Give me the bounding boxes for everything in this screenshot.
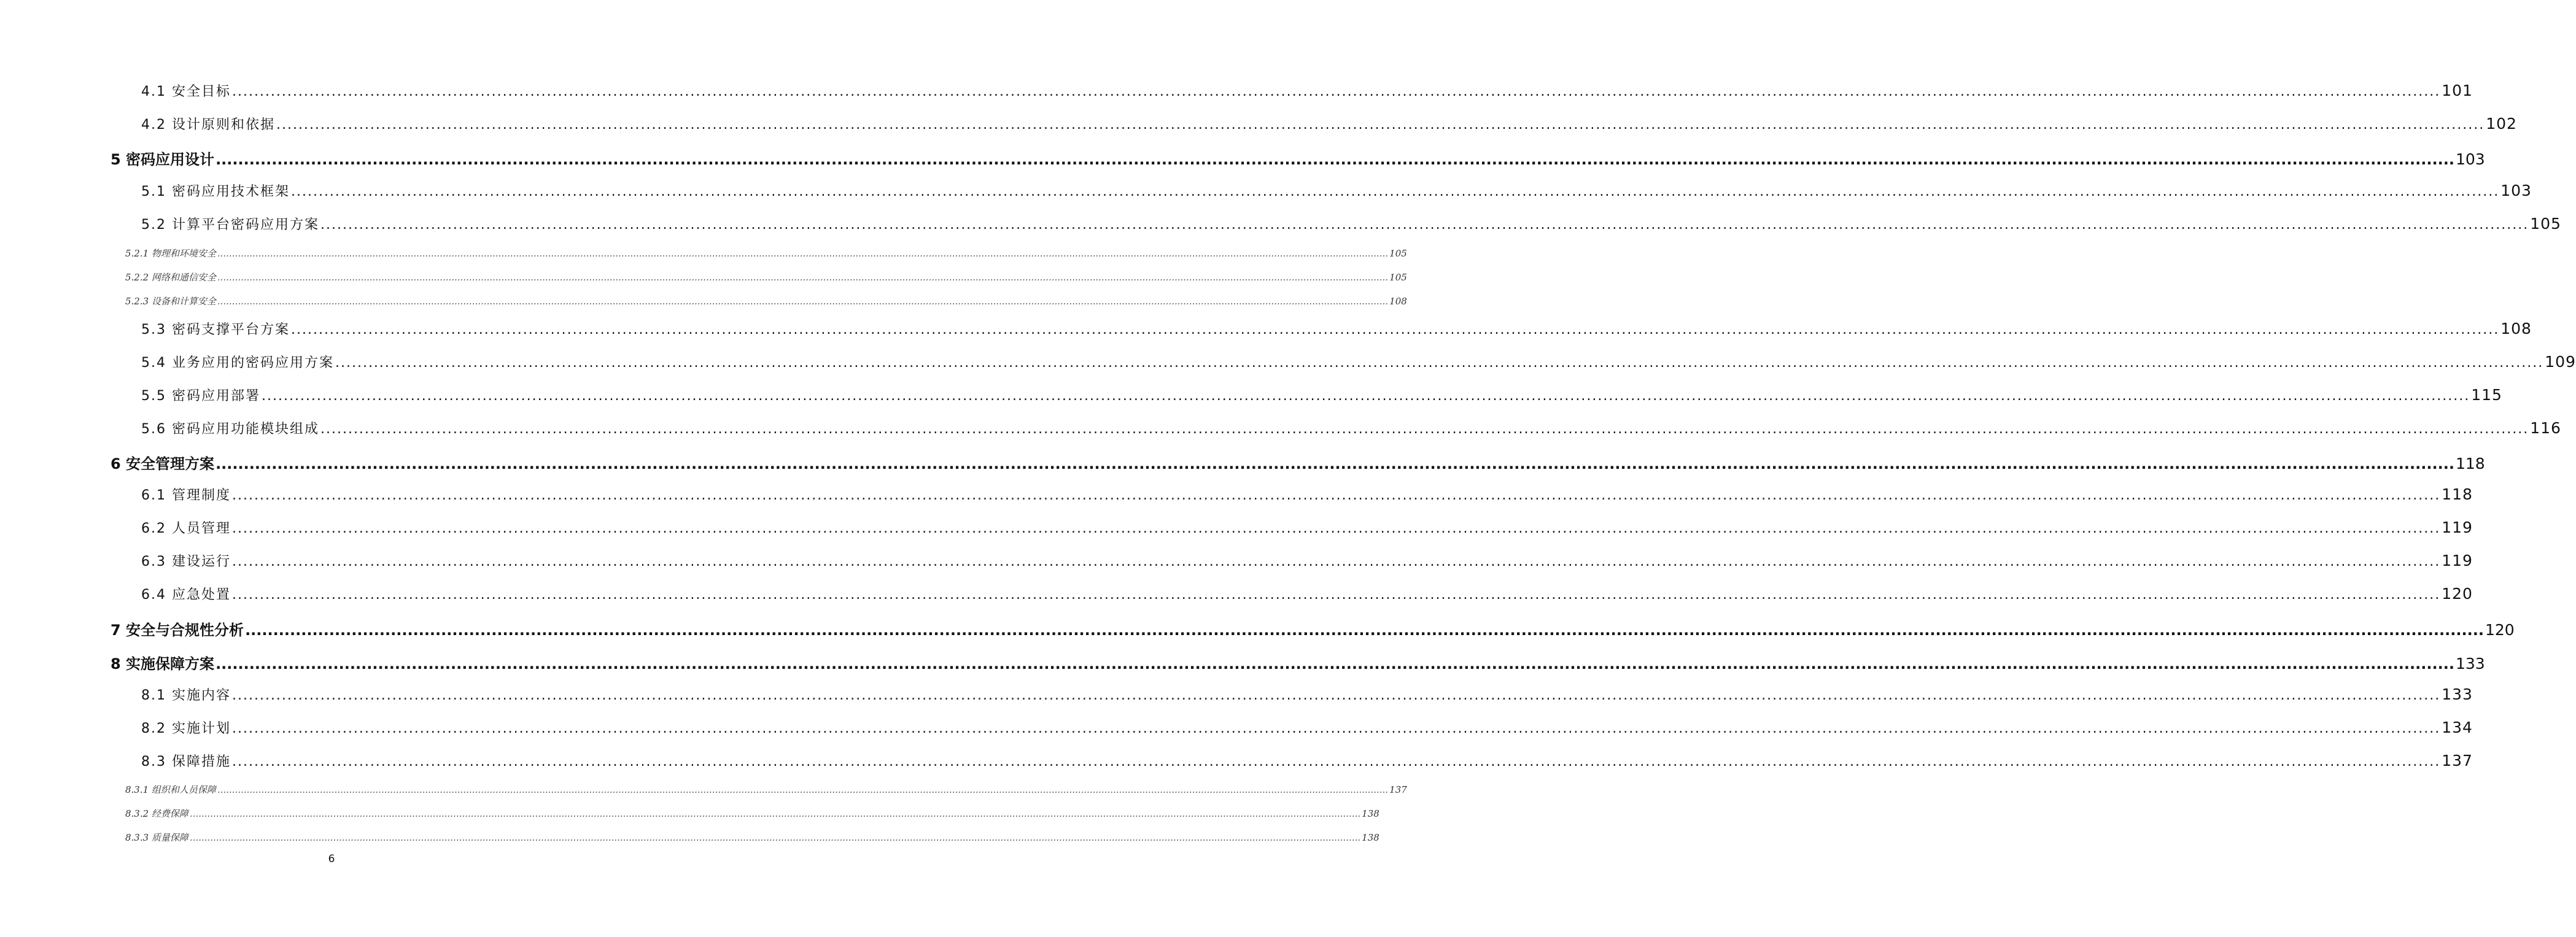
toc-entry-label: 5.5 密码应用部署 [141, 388, 260, 404]
toc-entry-label: 8.3.1 组织和人员保障 [125, 784, 216, 795]
toc-entry[interactable] [125, 831, 1379, 844]
toc-entry-page: 118 [2455, 455, 2485, 472]
toc-entry-page: 103 [2500, 182, 2532, 199]
toc-dot-leader: ................................................................................................................................................................................................................................................................................................................................................................................................................ [290, 184, 2500, 199]
toc-entry[interactable] [141, 685, 2473, 704]
toc-dot-leader: ................................................................................................................................................................................................................................................................................................................................................................................................................ [217, 784, 1389, 795]
toc-entry[interactable] [125, 807, 1379, 820]
toc-entry[interactable] [125, 783, 1407, 796]
toc-entry-label: 4.2 设计原则和依据 [141, 117, 275, 133]
toc-entry-page: 118 [2442, 485, 2473, 503]
toc-entry[interactable] [141, 352, 2576, 371]
toc-entry[interactable] [141, 518, 2473, 537]
toc-dot-leader: ................................................................................................................................................................................................................................................................................................................................................................................................................ [276, 117, 2485, 133]
toc-entry-page: 119 [2442, 519, 2473, 536]
toc-entry[interactable] [141, 718, 2473, 737]
toc-entry[interactable] [141, 81, 2473, 100]
toc-entry[interactable] [141, 114, 2517, 133]
toc-dot-leader: ................................................................................................................................................................................................................................................................................................................................................................................................................ [217, 272, 1389, 283]
toc-entry[interactable] [141, 418, 2561, 438]
toc-entry[interactable] [141, 214, 2561, 233]
toc-dot-leader: ................................................................................................................................................................................................................................................................................................................................................................................................................ [290, 322, 2500, 337]
toc-dot-leader: ................................................................................................................................................................................................................................................................................................................................................................................................................ [215, 151, 2454, 168]
toc-dot-leader: ................................................................................................................................................................................................................................................................................................................................................................................................................ [189, 808, 1361, 819]
toc-dot-leader: ................................................................................................................................................................................................................................................................................................................................................................................................................ [189, 832, 1361, 843]
toc-entry-label: 8.1 实施内容 [141, 688, 231, 703]
toc-entry-page: 115 [2471, 386, 2502, 404]
toc-entry-page: 134 [2442, 719, 2473, 736]
toc-entry-label: 5.4 业务应用的密码应用方案 [141, 355, 334, 371]
toc-dot-leader: ................................................................................................................................................................................................................................................................................................................................................................................................................ [231, 721, 2441, 736]
toc-entry-page: 138 [1362, 832, 1379, 843]
toc-entry[interactable] [111, 452, 2485, 473]
toc-entry-label: 5.2.3 设备和计算安全 [125, 296, 216, 307]
toc-dot-leader: ................................................................................................................................................................................................................................................................................................................................................................................................................ [231, 554, 2441, 569]
toc-entry-label: 5.1 密码应用技术框架 [141, 184, 290, 199]
toc-entry[interactable] [141, 319, 2532, 338]
toc-dot-leader: ................................................................................................................................................................................................................................................................................................................................................................................................................ [231, 521, 2441, 536]
toc-entry-label: 8.3.2 经费保障 [125, 808, 188, 819]
toc-entry-page: 116 [2530, 419, 2561, 437]
toc-entry-label: 5.6 密码应用功能模块组成 [141, 422, 319, 437]
toc-dot-leader: ................................................................................................................................................................................................................................................................................................................................................................................................................ [215, 455, 2454, 472]
toc-entry[interactable] [111, 652, 2485, 673]
toc-dot-leader: ................................................................................................................................................................................................................................................................................................................................................................................................................ [231, 84, 2441, 99]
toc-entry-label: 8.3.3 质量保障 [125, 832, 188, 843]
toc-entry-label: 5.2 计算平台密码应用方案 [141, 217, 319, 233]
toc-entry-page: 137 [1389, 784, 1407, 795]
toc-entry-label: 5 密码应用设计 [111, 151, 215, 168]
toc-dot-leader: ................................................................................................................................................................................................................................................................................................................................................................................................................ [261, 388, 2470, 404]
toc-dot-leader: ................................................................................................................................................................................................................................................................................................................................................................................................................ [231, 488, 2441, 503]
toc-entry[interactable] [125, 295, 1407, 307]
toc-entry[interactable] [125, 271, 1407, 283]
toc-entry-page: 133 [2455, 655, 2485, 673]
toc-entry[interactable] [125, 247, 1407, 260]
toc-dot-leader: ................................................................................................................................................................................................................................................................................................................................................................................................................ [217, 248, 1389, 259]
toc-entry-label: 8.3 保障措施 [141, 754, 231, 769]
toc-dot-leader: ................................................................................................................................................................................................................................................................................................................................................................................................................ [231, 688, 2441, 703]
toc-entry[interactable] [141, 181, 2532, 200]
toc-entry-label: 5.2.2 网络和通信安全 [125, 272, 216, 283]
toc-dot-leader: ................................................................................................................................................................................................................................................................................................................................................................................................................ [320, 422, 2529, 437]
toc-entry-label: 6.4 应急处置 [141, 587, 231, 603]
toc-entry-label: 8 实施保障方案 [111, 655, 215, 673]
toc-entry-label: 5.3 密码支撑平台方案 [141, 322, 290, 337]
toc-entry-label: 4.1 安全目标 [141, 84, 231, 99]
toc-entry-label: 7 安全与合规性分析 [111, 622, 244, 639]
toc-dot-leader: ................................................................................................................................................................................................................................................................................................................................................................................................................ [320, 217, 2529, 233]
toc-entry-label: 6.3 建设运行 [141, 554, 231, 569]
toc-entry-label: 6.2 人员管理 [141, 521, 231, 536]
toc-entry[interactable] [141, 751, 2473, 770]
toc-entry-page: 103 [2455, 150, 2485, 168]
toc-entry-page: 101 [2442, 82, 2473, 99]
toc-entry-page: 105 [2530, 215, 2561, 233]
toc-dot-leader: ................................................................................................................................................................................................................................................................................................................................................................................................................ [217, 296, 1389, 307]
toc-entry-page: 105 [1389, 248, 1407, 259]
toc-entry-label: 8.2 实施计划 [141, 721, 231, 736]
toc-entry-label: 5.2.1 物理和环境安全 [125, 248, 216, 259]
toc-entry-page: 138 [1362, 808, 1379, 819]
toc-entry[interactable] [141, 584, 2473, 603]
toc-entry[interactable] [141, 551, 2473, 570]
toc-entry-page: 133 [2442, 685, 2473, 703]
toc-entry-page: 102 [2486, 115, 2517, 133]
toc-entry-page: 108 [2500, 320, 2532, 337]
toc-entry-page: 120 [2485, 621, 2515, 639]
toc-entry-page: 137 [2442, 752, 2473, 769]
toc-entry[interactable] [141, 385, 2502, 404]
toc-entry-page: 109 [2545, 353, 2576, 371]
toc-entry-page: 105 [1389, 272, 1407, 283]
toc-dot-leader: ................................................................................................................................................................................................................................................................................................................................................................................................................ [335, 355, 2544, 371]
toc-entry-page: 119 [2442, 552, 2473, 569]
toc-entry-label: 6.1 管理制度 [141, 488, 231, 503]
toc-dot-leader: ................................................................................................................................................................................................................................................................................................................................................................................................................ [231, 587, 2441, 603]
page-number: 6 [328, 853, 335, 865]
toc-entry-page: 120 [2442, 585, 2473, 603]
toc-entry-label: 6 安全管理方案 [111, 455, 215, 472]
toc-entry[interactable] [111, 618, 2515, 639]
toc-entry[interactable] [111, 147, 2485, 169]
toc-entry[interactable] [141, 485, 2473, 504]
toc-dot-leader: ................................................................................................................................................................................................................................................................................................................................................................................................................ [231, 754, 2441, 769]
toc-dot-leader: ................................................................................................................................................................................................................................................................................................................................................................................................................ [245, 622, 2484, 639]
toc-entry-page: 108 [1389, 296, 1407, 307]
toc-dot-leader: ................................................................................................................................................................................................................................................................................................................................................................................................................ [215, 655, 2454, 673]
